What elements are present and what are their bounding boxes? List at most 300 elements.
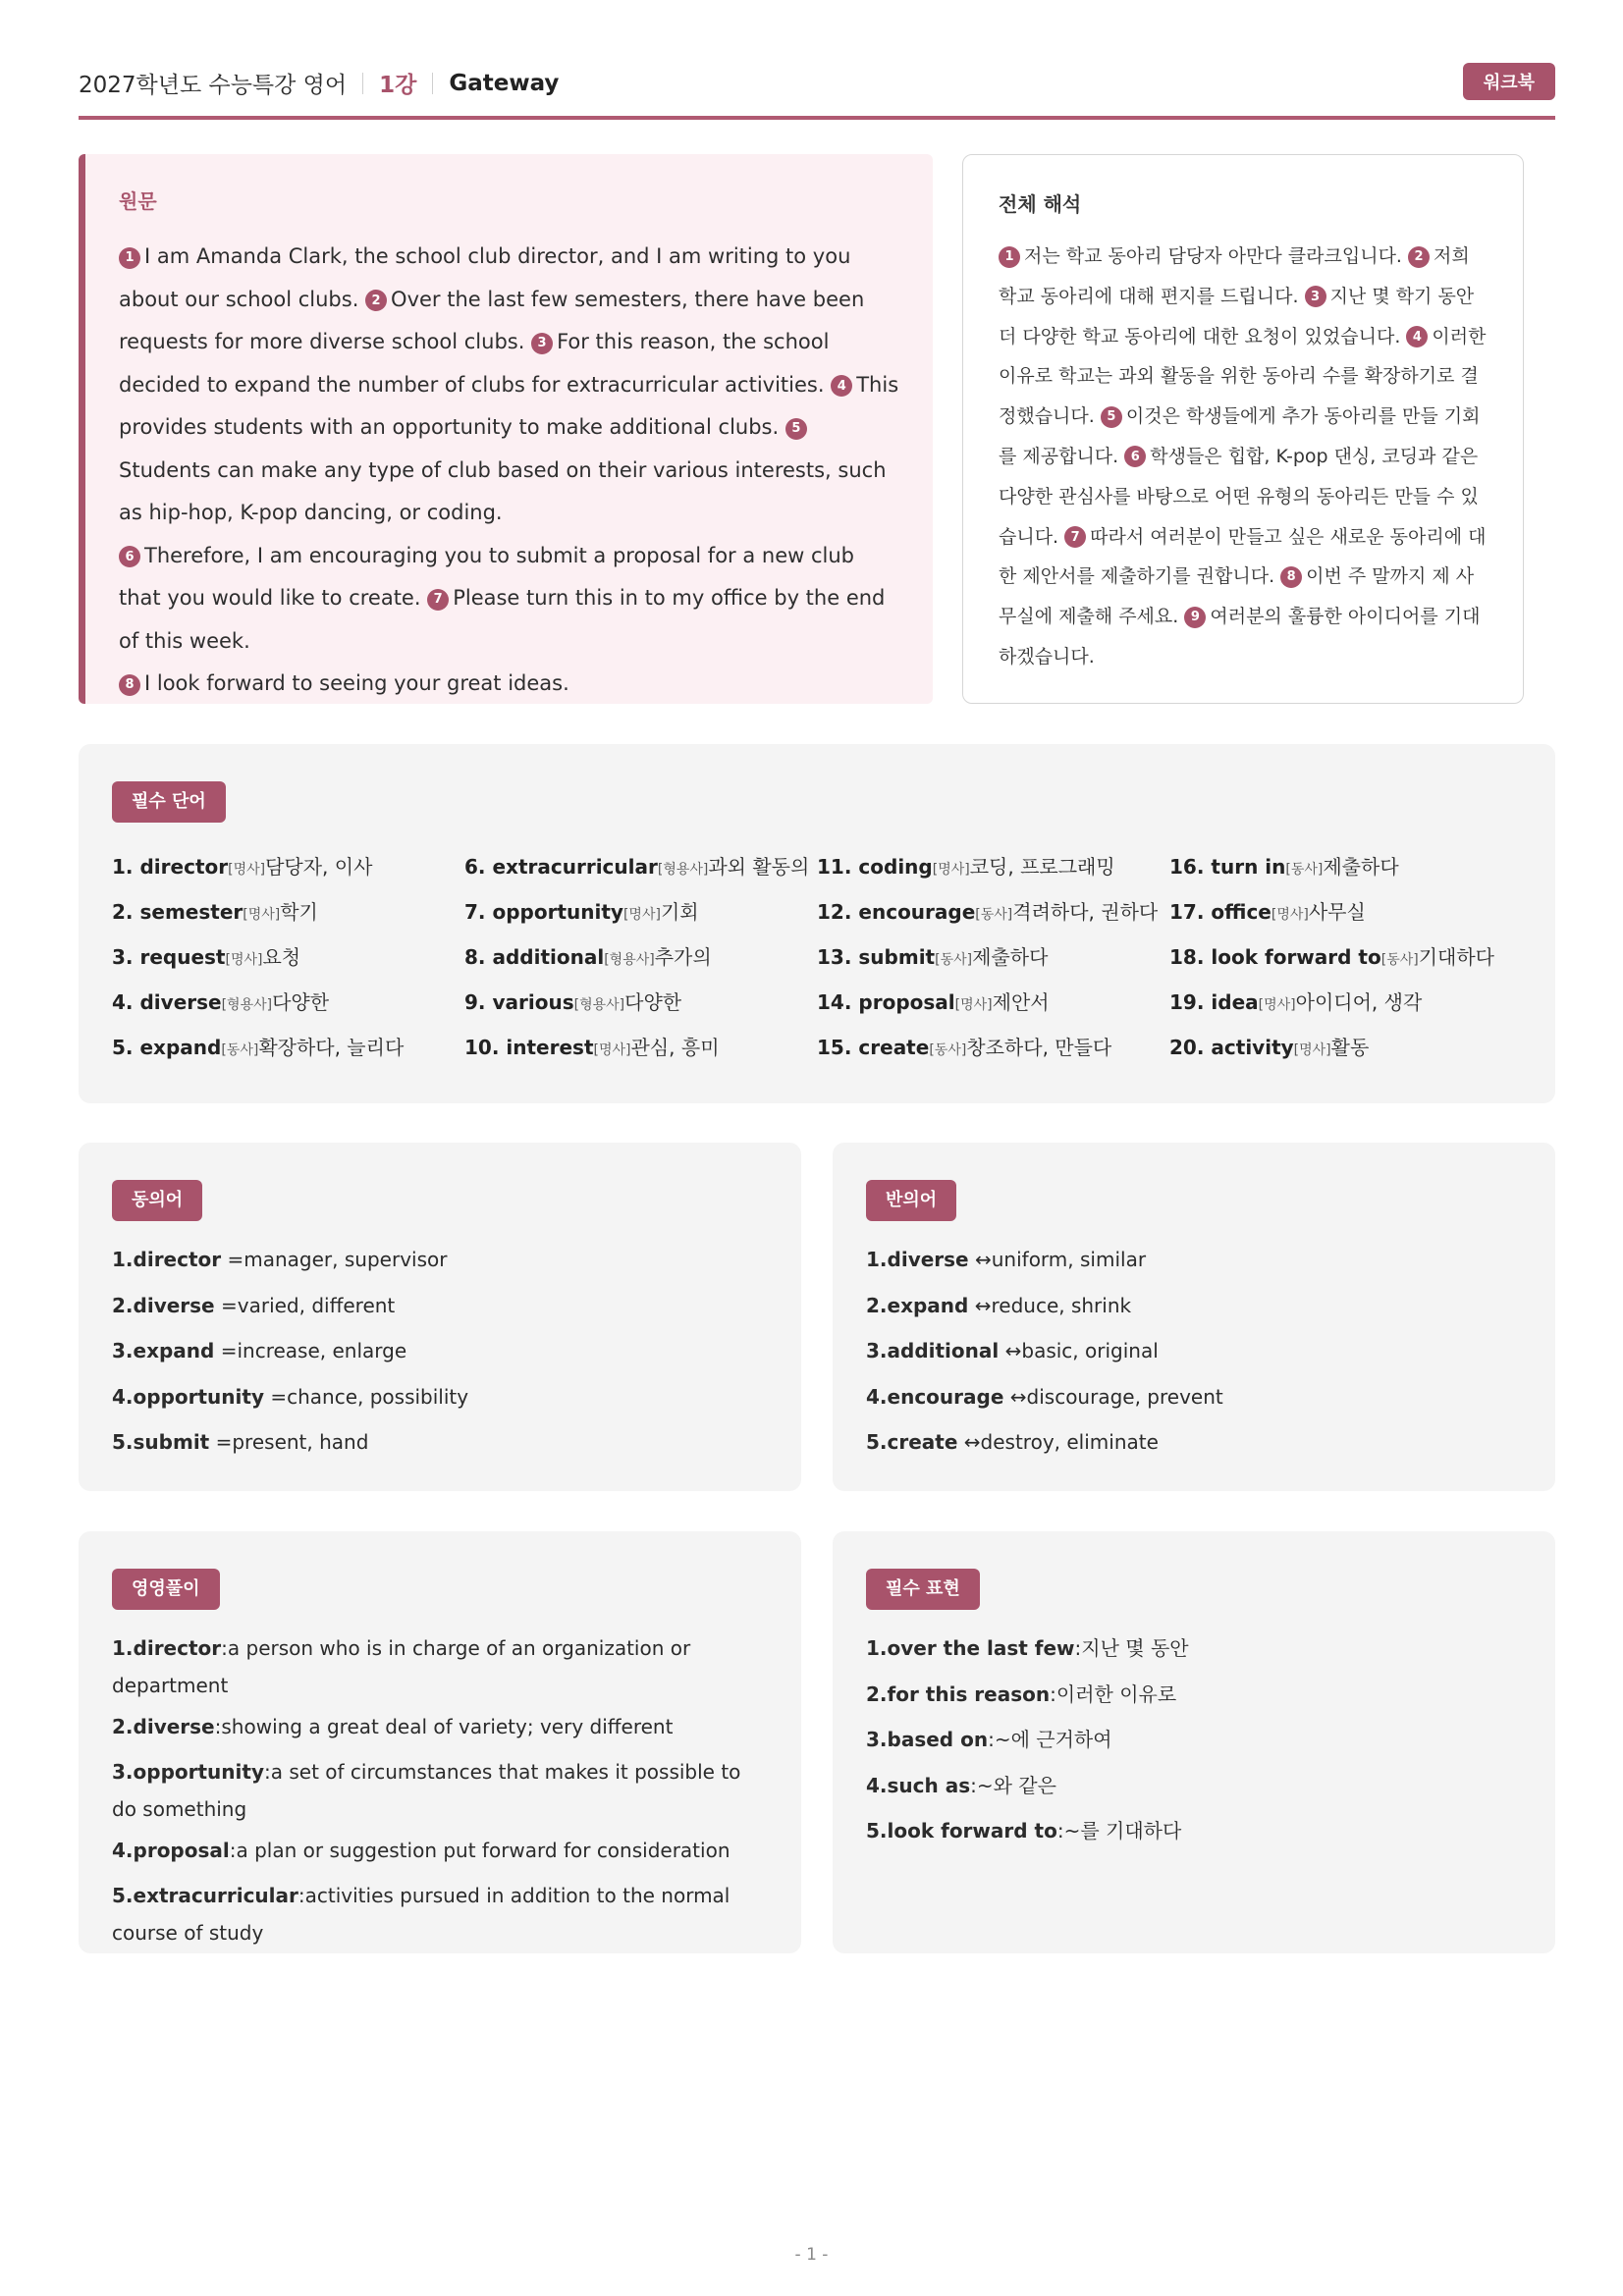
- term-number: 1.: [112, 1636, 134, 1660]
- page-number: - 1 -: [794, 2245, 829, 2265]
- page-header: [79, 63, 1555, 120]
- part-of-speech: [명사]: [243, 907, 281, 923]
- vocabulary-word: [112, 990, 222, 1014]
- sentence-number-badge: 8: [119, 674, 140, 696]
- vocabulary-item: [464, 844, 817, 889]
- vocabulary-number: 18.: [1169, 945, 1205, 969]
- term-word: opportunity: [133, 1384, 264, 1409]
- part-of-speech: [명사]: [622, 907, 661, 923]
- vocabulary-item: [817, 889, 1169, 934]
- part-of-speech: [동사]: [975, 907, 1013, 923]
- vocabulary-word: [464, 1036, 594, 1059]
- term-word: submit: [133, 1430, 210, 1454]
- sentence-number-badge: 2: [1408, 246, 1430, 268]
- synonym-item: [112, 1419, 768, 1466]
- part-of-speech: [동사]: [935, 952, 973, 968]
- vocabulary-item: [1169, 934, 1522, 980]
- term-separator: ↔: [968, 1293, 992, 1317]
- term: [866, 1430, 957, 1454]
- term-text: ~를 기대하다: [1063, 1819, 1182, 1842]
- vocabulary-term: extracurricular: [492, 855, 658, 879]
- header-divider: [362, 73, 363, 94]
- translation-passage: [999, 237, 1489, 677]
- definition-item: [112, 1749, 768, 1828]
- translation-sentence: 지난 몇 학기 동안 더 다양한 학교 동아리에 대한 요청이 있었습니다.: [999, 285, 1475, 347]
- term: [112, 1636, 221, 1660]
- translation-sentence: 따라서 여러분이 만들고 싶은 새로운 동아리에 대한 제안서를 제출하기를 권합니다.: [999, 525, 1487, 588]
- term-separator: =: [214, 1339, 238, 1362]
- definitions-title: 영영풀이: [112, 1569, 220, 1610]
- synonym-item: [112, 1237, 768, 1283]
- term-number: 1.: [866, 1636, 888, 1660]
- synonym-item: [112, 1283, 768, 1329]
- term-text: destroy, eliminate: [980, 1430, 1159, 1454]
- vocabulary-item: [112, 980, 464, 1025]
- definitions-panel: [79, 1531, 801, 1953]
- antonym-item: [866, 1283, 1522, 1329]
- antonym-item: [866, 1328, 1522, 1374]
- vocabulary-meaning: 활동: [1330, 1036, 1370, 1059]
- term-number: 4.: [112, 1384, 134, 1409]
- original-sentence: Therefore, I am encouraging you to submit a proposal for a new club that you would like to create.: [119, 543, 855, 610]
- vocabulary-term: proposal: [858, 990, 955, 1014]
- term: [866, 1819, 1057, 1842]
- term: [866, 1774, 970, 1797]
- vocabulary-term: activity: [1211, 1036, 1294, 1059]
- part-of-speech: [명사]: [228, 862, 266, 878]
- vocabulary-number: 9.: [464, 990, 486, 1014]
- vocabulary-column: [817, 844, 1169, 1070]
- original-sentence: For this reason, the school decided to expand the number of clubs for extracurricular activities.: [119, 330, 832, 397]
- original-sentence: This provides students with an opportunity to make additional clubs.: [119, 372, 899, 439]
- translation-sentence: 저는 학교 동아리 담당자 아만다 클라크입니다.: [1024, 245, 1409, 267]
- vocabulary-term: director: [139, 855, 229, 879]
- term-number: 5.: [112, 1884, 134, 1907]
- vocabulary-number: 3.: [112, 945, 134, 969]
- term-word: opportunity: [133, 1760, 264, 1784]
- term-text: ~와 같은: [976, 1773, 1056, 1797]
- term-text: manager, supervisor: [243, 1248, 448, 1271]
- term-separator: ↔: [968, 1248, 992, 1271]
- vocabulary-meaning: 담당자, 이사: [265, 855, 373, 879]
- term-word: diverse: [133, 1293, 215, 1317]
- vocabulary-term: submit: [858, 945, 936, 969]
- vocabulary-term: diverse: [139, 990, 222, 1014]
- term: [112, 1760, 264, 1784]
- expression-item: [866, 1717, 1522, 1763]
- vocabulary-number: 16.: [1169, 855, 1205, 879]
- vocabulary-number: 1.: [112, 855, 134, 879]
- original-sentence: I look forward to seeing your great ideas.: [144, 671, 569, 695]
- term-text: showing a great deal of variety; very different: [221, 1715, 674, 1738]
- vocabulary-word: [464, 990, 574, 1014]
- sentence-number-badge: 6: [1124, 446, 1146, 467]
- sentence-number-badge: 1: [999, 246, 1020, 268]
- vocabulary-meaning: 창조하다, 만들다: [966, 1036, 1112, 1059]
- vocabulary-item: [112, 934, 464, 980]
- term: [112, 1715, 215, 1738]
- vocabulary-word: [817, 945, 935, 969]
- expressions-list: [866, 1626, 1522, 1854]
- vocabulary-term: look forward to: [1211, 945, 1381, 969]
- definitions-list: [112, 1626, 768, 1951]
- term-number: 4.: [112, 1839, 134, 1862]
- vocabulary-column: [112, 844, 464, 1070]
- synonym-item: [112, 1328, 768, 1374]
- term-text: reduce, shrink: [991, 1293, 1132, 1317]
- term-separator: ↔: [957, 1430, 981, 1454]
- term-number: 3.: [112, 1339, 134, 1362]
- term-number: 1.: [866, 1248, 888, 1271]
- term-number: 4.: [866, 1384, 888, 1409]
- vocabulary-item: [464, 1025, 817, 1070]
- synonyms-title: 동의어: [112, 1180, 202, 1221]
- original-sentence: Over the last few semesters, there have been requests for more diverse school clubs.: [119, 287, 865, 353]
- part-of-speech: [형용사]: [657, 862, 709, 878]
- translation-sentence: 학생들은 힙합, K-pop 댄싱, 코딩과 같은 다양한 관심사를 바탕으로 어떤 유형의 동아리든 만들 수 있습니다.: [999, 445, 1479, 548]
- translation-sentence: 이것은 학생들에게 추가 동아리를 만들 기회를 제공합니다.: [999, 405, 1481, 467]
- original-sentence: Please turn this in to my office by the end of this week.: [119, 586, 886, 653]
- term-separator: ↔: [1003, 1384, 1027, 1409]
- vocabulary-item: [112, 844, 464, 889]
- part-of-speech: [형용사]: [573, 997, 625, 1013]
- vocabulary-term: encourage: [858, 900, 976, 924]
- expressions-panel: [833, 1531, 1555, 1953]
- header-breadcrumb: [79, 67, 559, 99]
- vocabulary-item: [1169, 844, 1522, 889]
- vocabulary-word: [817, 900, 975, 924]
- term-text: a set of circumstances that makes it possible to do something: [112, 1760, 741, 1821]
- part-of-speech: [동사]: [929, 1042, 967, 1058]
- term: [112, 1430, 209, 1454]
- sentence-number-badge: 4: [1406, 326, 1428, 347]
- vocabulary-number: 19.: [1169, 990, 1205, 1014]
- sentence-number-badge: 2: [365, 290, 387, 311]
- expression-item: [866, 1626, 1522, 1672]
- term-separator: :: [298, 1884, 305, 1907]
- expression-item: [866, 1672, 1522, 1718]
- term: [866, 1339, 999, 1362]
- term: [866, 1294, 968, 1317]
- term: [866, 1636, 1075, 1660]
- term-word: proposal: [133, 1839, 230, 1862]
- part-of-speech: [명사]: [932, 862, 970, 878]
- vocabulary-meaning: 제출하다: [972, 945, 1049, 969]
- part-of-speech: [동사]: [221, 1042, 259, 1058]
- term: [112, 1339, 214, 1362]
- vocabulary-term: office: [1211, 900, 1271, 924]
- vocabulary-number: 2.: [112, 900, 134, 924]
- antonyms-list: [866, 1237, 1522, 1466]
- term-text: a plan or suggestion put forward for consideration: [236, 1839, 730, 1862]
- vocabulary-meaning: 격려하다, 권하다: [1012, 900, 1159, 924]
- original-title: 원문: [119, 189, 157, 213]
- part-of-speech: [명사]: [1293, 1042, 1331, 1058]
- vocabulary-meaning: 추가의: [654, 945, 712, 969]
- sentence-number-badge: 3: [1305, 286, 1326, 307]
- term-number: 1.: [112, 1248, 134, 1271]
- vocabulary-meaning: 다양한: [272, 990, 330, 1014]
- part-of-speech: [형용사]: [221, 997, 273, 1013]
- term-text: discourage, prevent: [1026, 1384, 1223, 1409]
- part-of-speech: [명사]: [954, 997, 993, 1013]
- term-word: director: [133, 1636, 222, 1660]
- vocabulary-meaning: 기회: [660, 900, 699, 924]
- term-word: look forward to: [887, 1819, 1057, 1842]
- translation-sentence: 저희 학교 동아리에 대해 편지를 드립니다.: [999, 245, 1470, 307]
- term-text: varied, different: [237, 1293, 396, 1317]
- antonyms-panel: [833, 1143, 1555, 1491]
- part-of-speech: [동사]: [1380, 952, 1419, 968]
- header-section: Gateway: [449, 70, 560, 96]
- term: [112, 1884, 298, 1907]
- term-number: 2.: [866, 1682, 888, 1706]
- part-of-speech: [명사]: [1271, 907, 1309, 923]
- vocabulary-grid: [112, 844, 1522, 1070]
- vocabulary-word: [1169, 900, 1271, 924]
- header-title: 2027학년도 수능특강 영어: [79, 73, 348, 98]
- vocabulary-meaning: 요청: [262, 945, 301, 969]
- sentence-number-badge: 9: [1184, 607, 1206, 628]
- term-number: 3.: [866, 1728, 888, 1751]
- vocabulary-term: request: [139, 945, 226, 969]
- vocabulary-word: [112, 1036, 221, 1059]
- vocabulary-meaning: 다양한: [624, 990, 682, 1014]
- vocabulary-number: 7.: [464, 900, 486, 924]
- vocabulary-term: semester: [139, 900, 243, 924]
- term-separator: ↔: [999, 1339, 1022, 1362]
- term-separator: :: [221, 1636, 228, 1660]
- antonym-item: [866, 1374, 1522, 1420]
- vocabulary-item: [464, 934, 817, 980]
- part-of-speech: [명사]: [225, 952, 263, 968]
- vocabulary-meaning: 관심, 흥미: [630, 1036, 720, 1059]
- vocabulary-word: [112, 900, 243, 924]
- vocabulary-word: [817, 1036, 929, 1059]
- header-divider: [432, 73, 433, 94]
- term: [866, 1248, 969, 1271]
- term-separator: :: [214, 1715, 222, 1738]
- original-sentence: I am Amanda Clark, the school club director, and I am writing to you about our school clubs.: [119, 244, 851, 311]
- term-number: 5.: [866, 1430, 888, 1454]
- synonym-item: [112, 1374, 768, 1420]
- original-text-panel: [79, 154, 933, 704]
- vocabulary-meaning: 확장하다, 늘리다: [258, 1036, 405, 1059]
- term-number: 5.: [866, 1819, 888, 1842]
- vocabulary-word: [464, 855, 658, 879]
- vocabulary-word: [817, 855, 933, 879]
- sentence-number-badge: 8: [1280, 566, 1302, 588]
- vocabulary-number: 5.: [112, 1036, 134, 1059]
- term-word: additional: [887, 1339, 1000, 1362]
- term-text: a person who is in charge of an organization or department: [112, 1636, 691, 1697]
- vocabulary-item: [464, 889, 817, 934]
- term-text: basic, original: [1021, 1339, 1159, 1362]
- vocabulary-number: 17.: [1169, 900, 1205, 924]
- term-text: increase, enlarge: [237, 1339, 407, 1362]
- vocabulary-word: [464, 945, 604, 969]
- vocabulary-term: opportunity: [492, 900, 623, 924]
- vocabulary-word: [1169, 1036, 1294, 1059]
- vocabulary-meaning: 제출하다: [1323, 855, 1399, 879]
- vocabulary-term: coding: [858, 855, 933, 879]
- term: [866, 1728, 988, 1751]
- vocabulary-item: [112, 889, 464, 934]
- term-separator: :: [263, 1760, 271, 1784]
- translation-panel: [962, 154, 1524, 704]
- term: [112, 1248, 221, 1271]
- original-passage: [119, 236, 901, 706]
- term-separator: =: [214, 1293, 238, 1317]
- sentence-number-badge: 5: [785, 418, 807, 440]
- term-text: 이러한 이유로: [1055, 1682, 1177, 1706]
- vocabulary-number: 11.: [817, 855, 852, 879]
- vocabulary-item: [817, 980, 1169, 1025]
- sentence-number-badge: 3: [531, 333, 553, 354]
- vocabulary-panel: [79, 744, 1555, 1103]
- vocabulary-term: interest: [506, 1036, 594, 1059]
- translation-sentence: 이번 주 말까지 제 사무실에 제출해 주세요.: [999, 565, 1475, 628]
- term-word: director: [133, 1248, 222, 1271]
- vocabulary-item: [1169, 889, 1522, 934]
- term-number: 3.: [866, 1339, 888, 1362]
- synonyms-panel: [79, 1143, 801, 1491]
- term-word: for this reason: [887, 1682, 1051, 1706]
- term-word: over the last few: [887, 1636, 1075, 1660]
- vocabulary-word: [1169, 990, 1259, 1014]
- term-text: ~에 근거하여: [994, 1728, 1112, 1751]
- term-text: activities pursued in addition to the normal course of study: [112, 1884, 730, 1945]
- translation-sentence: 이러한 이유로 학교는 과외 활동을 위한 동아리 수를 확장하기로 결정했습니다.: [999, 325, 1487, 428]
- term-number: 5.: [112, 1430, 134, 1454]
- definition-item: [112, 1704, 768, 1749]
- vocabulary-number: 20.: [1169, 1036, 1205, 1059]
- term-text: present, hand: [232, 1430, 369, 1454]
- vocabulary-meaning: 사무실: [1308, 900, 1366, 924]
- term: [866, 1385, 1003, 1409]
- part-of-speech: [명사]: [1258, 997, 1296, 1013]
- term-text: 지난 몇 동안: [1081, 1636, 1189, 1660]
- sentence-number-badge: 4: [831, 375, 852, 397]
- term-separator: :: [970, 1773, 977, 1797]
- term-separator: :: [1074, 1636, 1082, 1660]
- term-word: such as: [887, 1773, 971, 1797]
- term-text: uniform, similar: [991, 1248, 1147, 1271]
- vocabulary-number: 15.: [817, 1036, 852, 1059]
- term-number: 2.: [112, 1293, 134, 1317]
- definition-item: [112, 1828, 768, 1873]
- vocabulary-number: 8.: [464, 945, 486, 969]
- term-separator: :: [1050, 1682, 1056, 1706]
- term: [112, 1839, 230, 1862]
- vocabulary-meaning: 기대하다: [1418, 945, 1494, 969]
- part-of-speech: [명사]: [593, 1042, 631, 1058]
- part-of-speech: [형용사]: [604, 952, 655, 968]
- term-number: 4.: [866, 1773, 888, 1797]
- translation-title: 전체 해석: [999, 192, 1082, 216]
- term-number: 2.: [112, 1715, 134, 1738]
- vocabulary-title: 필수 단어: [112, 781, 226, 823]
- term: [112, 1385, 264, 1409]
- part-of-speech: [동사]: [1285, 862, 1324, 878]
- vocabulary-item: [112, 1025, 464, 1070]
- expression-item: [866, 1763, 1522, 1809]
- vocabulary-term: various: [492, 990, 574, 1014]
- vocabulary-item: [817, 844, 1169, 889]
- vocabulary-column: [464, 844, 817, 1070]
- expression-item: [866, 1808, 1522, 1854]
- original-sentence: Students can make any type of club based on their various interests, such as hip-hop, K-pop dancing, or coding.: [119, 457, 887, 524]
- term-text: chance, possibility: [287, 1384, 469, 1409]
- antonyms-title: 반의어: [866, 1180, 956, 1221]
- term: [112, 1294, 215, 1317]
- vocabulary-word: [464, 900, 623, 924]
- term-word: extracurricular: [133, 1884, 298, 1907]
- vocabulary-item: [1169, 980, 1522, 1025]
- term-word: diverse: [887, 1248, 969, 1271]
- vocabulary-item: [464, 980, 817, 1025]
- term-number: 3.: [112, 1760, 134, 1784]
- term-word: based on: [887, 1728, 989, 1751]
- vocabulary-meaning: 제안서: [992, 990, 1050, 1014]
- sentence-number-badge: 7: [427, 589, 449, 611]
- vocabulary-item: [817, 1025, 1169, 1070]
- vocabulary-column: [1169, 844, 1522, 1070]
- antonym-item: [866, 1419, 1522, 1466]
- term-word: encourage: [887, 1384, 1004, 1409]
- vocabulary-word: [112, 945, 226, 969]
- term-word: expand: [133, 1339, 215, 1362]
- vocabulary-term: expand: [139, 1036, 222, 1059]
- term-word: diverse: [133, 1715, 215, 1738]
- term-separator: :: [229, 1839, 237, 1862]
- vocabulary-term: idea: [1211, 990, 1259, 1014]
- term: [866, 1682, 1050, 1706]
- term-word: create: [887, 1430, 958, 1454]
- translation-sentence: 여러분의 훌륭한 아이디어를 기대하겠습니다.: [999, 606, 1481, 667]
- vocabulary-word: [817, 990, 955, 1014]
- vocabulary-word: [112, 855, 228, 879]
- vocabulary-number: 13.: [817, 945, 852, 969]
- vocabulary-meaning: 과외 활동의: [708, 855, 810, 879]
- vocabulary-meaning: 아이디어, 생각: [1295, 990, 1423, 1014]
- term-separator: :: [1056, 1819, 1064, 1842]
- sentence-number-badge: 7: [1064, 526, 1086, 548]
- vocabulary-word: [1169, 945, 1381, 969]
- vocabulary-number: 14.: [817, 990, 852, 1014]
- vocabulary-number: 10.: [464, 1036, 500, 1059]
- definition-item: [112, 1626, 768, 1704]
- sentence-number-badge: 6: [119, 546, 140, 567]
- vocabulary-item: [1169, 1025, 1522, 1070]
- vocabulary-term: create: [858, 1036, 930, 1059]
- term-separator: =: [209, 1430, 233, 1454]
- vocabulary-term: additional: [492, 945, 605, 969]
- term-number: 2.: [866, 1293, 888, 1317]
- term-word: expand: [887, 1293, 969, 1317]
- vocabulary-number: 12.: [817, 900, 852, 924]
- vocabulary-number: 6.: [464, 855, 486, 879]
- vocabulary-meaning: 학기: [280, 900, 318, 924]
- term-separator: =: [221, 1248, 244, 1271]
- term-separator: =: [263, 1384, 288, 1409]
- vocabulary-item: [817, 934, 1169, 980]
- header-lesson: 1강: [379, 73, 417, 98]
- synonyms-list: [112, 1237, 768, 1466]
- sentence-number-badge: 5: [1101, 406, 1122, 428]
- antonym-item: [866, 1237, 1522, 1283]
- vocabulary-meaning: 코딩, 프로그래밍: [969, 855, 1115, 879]
